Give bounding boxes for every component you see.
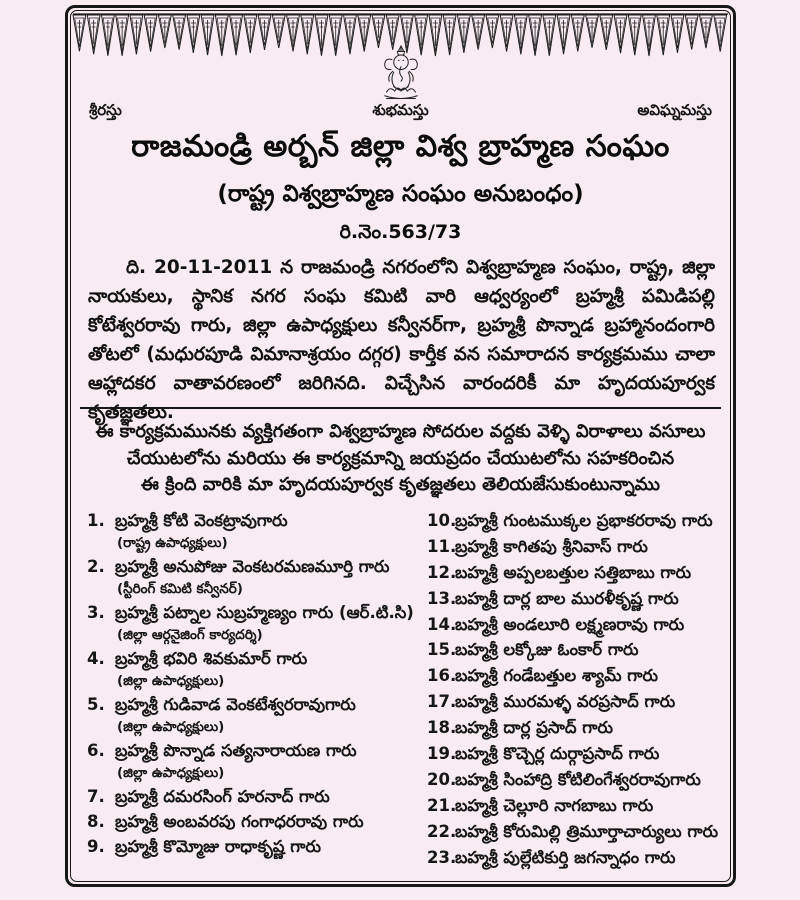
item-number: 4. xyxy=(87,649,105,668)
registration-number: రి.నెం.563/73 xyxy=(339,221,462,243)
document-card-inner-border xyxy=(70,10,731,882)
list-item xyxy=(87,834,427,859)
item-name: బ్రహ్మశ్రీ భవిరి శివకుమార్ గారు xyxy=(115,649,308,668)
item-name: బహ్మశ్రీ కోరుమిల్లి త్రిమూర్తాచార్యులు గారు xyxy=(455,821,719,841)
item-number: 18. xyxy=(427,718,457,738)
item-name: బ్రహ్మశ్రీ పొన్నాడ సత్యనారాయణ గారు xyxy=(115,741,357,760)
item-number: 12. xyxy=(427,562,457,582)
blessing-center: శుభమస్తు xyxy=(372,101,429,119)
item-number: 17. xyxy=(427,692,457,712)
item-name: బహ్మశ్రీ పుల్లేటికుర్తి జగన్నాధం గారు xyxy=(455,847,676,867)
item-name: బ్రహ్మశ్రీ కొమ్మోజు రాధాకృష్ణ గారు xyxy=(115,837,321,856)
item-number: 8. xyxy=(87,812,105,831)
item-number: 22. xyxy=(427,821,457,841)
item-role: (జిల్లా ఉపాధ్యక్షులు) xyxy=(117,719,225,735)
list-item xyxy=(87,784,427,809)
thanks-line: ఈ క్రింది వారికి మా హృదయపూర్వక కృతజ్ఞతలు తెలియజేసుకుంటున్నాము xyxy=(141,474,660,495)
document-card xyxy=(65,5,736,887)
ganesha-icon xyxy=(373,45,429,103)
intro-paragraph: ది. 20-11-2011 న రాజమండ్రి నగరంలోని విశ్వబ్రాహ్మణ సంఘం, రాష్ట్ర, జిల్లా నాయకులు, స్థానిక నగర సంఘ కమిటి వారి ఆధ్వర్యంలో బ్రహ్మశ్రీ పమిడిపల్లి కోటేశ్వరరావు గారు, జిల్లా ఉపాధ్యక్షులు కన్వీనర్‌గా, బ్రహ్మశ్రీ పొన్నాడ బ్రహ్మానందంగారి తోటలో (మధురపూడి విమానాశ్రయం దగ్గర) కార్తీక వన సమారాదన కార్యక్రమము చాలా ఆహ్లాదకర వాతావరణంలో జరిగినది. విచ్చేసిన వారందరికీ మా హృదయపూర్వక కృతజ్ఞతలు. xyxy=(88,257,715,423)
item-number: 7. xyxy=(87,787,105,806)
item-name: బహ్మశ్రీ దార్ల బాల మురళీకృష్ణ గారు xyxy=(455,588,679,608)
list-item xyxy=(87,692,427,738)
item-role: (స్టీరింగ్ కమిటి కన్వీనర్) xyxy=(117,581,243,597)
item-name: బ్రహ్మశ్రీ అనుపోజు వెంకటరమణమూర్తి గారు xyxy=(115,557,390,576)
list-item xyxy=(427,534,724,560)
blessing-left: శ్రీరస్తు xyxy=(89,101,122,119)
item-number: 15. xyxy=(427,640,457,660)
item-name: బహ్మశ్రీ లక్కోజు ఓంకార్ గారు xyxy=(455,640,639,660)
list-item xyxy=(427,663,724,689)
item-name: బహ్మశ్రీ అండలూరి లక్ష్మణరావు గారు xyxy=(455,614,685,634)
list-item xyxy=(427,741,724,767)
item-number: 13. xyxy=(427,588,457,608)
list-item xyxy=(87,600,427,646)
list-item xyxy=(87,809,427,834)
item-number: 23. xyxy=(427,847,457,867)
item-role: (రాష్ట్ర ఉపాధ్యక్షులు) xyxy=(117,535,228,551)
item-name: బహ్మశ్రీ దార్ల ప్రసాద్ గారు xyxy=(455,718,613,738)
list-item xyxy=(87,554,427,600)
list-item xyxy=(87,646,427,692)
item-number: 21. xyxy=(427,795,457,815)
item-name: బహ్మశ్రీ చెల్లూరి నాగబాబు గారు xyxy=(455,795,654,815)
item-name: బహ్మశ్రీ సింహాద్రి కోటిలింగేశ్వరరావుగారు xyxy=(455,769,701,789)
item-role: (జిల్లా ఉపాధ్యక్షులు) xyxy=(117,673,225,689)
item-role: (జిల్లా ఆర్గనైజింగ్ కార్యదర్శి) xyxy=(117,627,263,643)
item-number: 14. xyxy=(427,614,457,634)
list-item xyxy=(427,586,724,612)
acknowledgement-column-right xyxy=(427,508,724,877)
item-number: 9. xyxy=(87,837,105,856)
item-number: 16. xyxy=(427,666,457,686)
list-item xyxy=(87,508,427,554)
thanks-line: ఈ కార్యక్రమమునకు వ్యక్తిగతంగా విశ్వబ్రాహ్మణ సోదరుల వద్దకు వెళ్ళి విరాళాలు వసూలు xyxy=(95,421,706,442)
item-name: బ్రహ్మశ్రీ అంబవరపు గంగాధరరావు గారు xyxy=(115,812,364,831)
acknowledgement-list xyxy=(87,508,724,877)
item-name: బహ్మశ్రీ అప్పలబత్తుల సత్తిబాబు గారు xyxy=(455,562,692,582)
item-name: బహ్మశ్రీ కొచ్చెర్ల దుర్గాప్రసాద్ గారు xyxy=(455,744,660,764)
item-name: బ్రహ్మశ్రీ కాగితపు శ్రీనివాస్ గారు xyxy=(455,536,648,556)
list-item xyxy=(427,819,724,845)
item-number: 2. xyxy=(87,557,105,576)
item-number: 1. xyxy=(87,511,105,530)
list-item xyxy=(427,767,724,793)
list-item xyxy=(427,560,724,586)
list-item xyxy=(427,845,724,871)
list-item xyxy=(427,508,724,534)
item-number: 10. xyxy=(427,511,457,530)
list-item xyxy=(427,715,724,741)
blessing-right: అవిఘ్నమస్తు xyxy=(637,101,712,119)
item-number: 19. xyxy=(427,744,457,764)
item-name: బ్రహ్మశ్రీ గుడివాడ వెంకటేశ్వరరావుగారు xyxy=(115,695,356,714)
list-item xyxy=(427,612,724,638)
item-number: 20. xyxy=(427,769,457,789)
thanks-note xyxy=(81,419,720,499)
list-item xyxy=(427,637,724,663)
item-number: 6. xyxy=(87,741,105,760)
item-number: 5. xyxy=(87,695,105,714)
item-name: బహ్మశ్రీ గండేబత్తుల శ్యామ్ గారు xyxy=(455,666,658,686)
blessings-row xyxy=(89,101,712,123)
page-title: రాజమండ్రి అర్బన్ జిల్లా విశ్వ బ్రాహ్మణ సంఘం xyxy=(131,129,670,164)
item-role: (జిల్లా ఉపాధ్యక్షులు) xyxy=(117,765,225,781)
item-name: బ్రహ్మశ్రీ దమరసింగ్ హరనాద్ గారు xyxy=(115,787,330,806)
item-name: బ్రహ్మశ్రీ కోటి వెంకట్రావుగారు xyxy=(115,511,288,530)
item-name: బహ్మశ్రీ మురమళ్ళ వరప్రసాద్ గారు xyxy=(455,692,676,712)
list-item xyxy=(87,738,427,784)
item-number: 3. xyxy=(87,603,105,622)
list-item xyxy=(427,793,724,819)
item-name: బ్రహ్మశ్రీ గుంటముక్కల ప్రభాకరరావు గారు xyxy=(455,511,713,530)
list-item xyxy=(427,689,724,715)
page-subtitle: (రాష్ట్ర విశ్వబ్రాహ్మణ సంఘం అనుబంధం) xyxy=(217,181,584,207)
item-name: బ్రహ్మశ్రీ పట్నాల సుబ్రహ్మణ్యం గారు (ఆర్.టి.సి) xyxy=(115,603,414,622)
item-number: 11. xyxy=(427,536,457,556)
section-divider xyxy=(80,407,721,409)
acknowledgement-column-left xyxy=(87,508,427,877)
thanks-line: చేయుటలోను మరియు ఈ కార్యక్రమాన్ని జయప్రదం చేయుటలోను సహకరించిన xyxy=(126,447,675,469)
